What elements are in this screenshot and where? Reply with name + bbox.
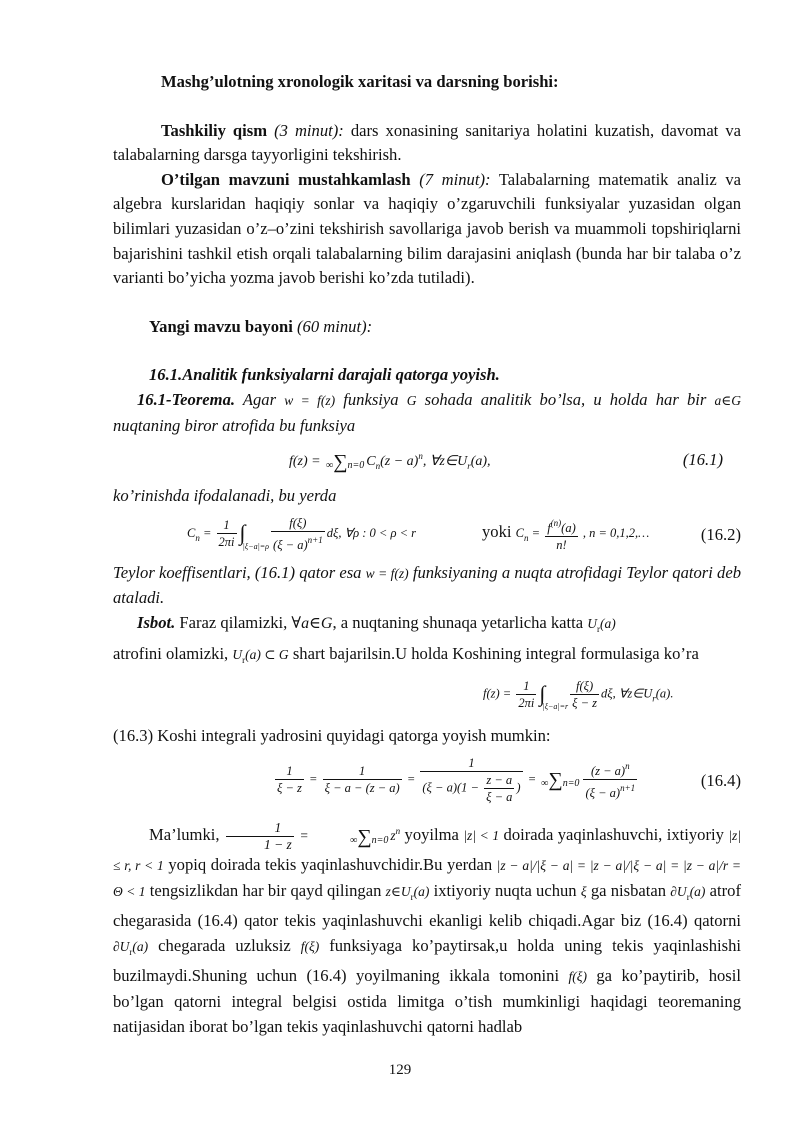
sum-symbol: ∞∑n=0 [326, 450, 365, 473]
frac-den: ξ − a [486, 789, 513, 804]
yangi-paragraph [113, 315, 741, 340]
math-a: (a) [600, 615, 616, 631]
frac-num [583, 758, 637, 780]
eq-text: . [670, 686, 674, 701]
eq-text: (z − a) [380, 454, 419, 470]
malumki-text: yopiq doirada tekis yaqinlashuvchidir.Bu yerdan [163, 855, 497, 875]
math-a: (a) [689, 883, 706, 899]
eq-sup: n+1 [307, 534, 323, 545]
frac-num: 1 [420, 755, 522, 772]
math-z-in-U: z∈U [385, 883, 411, 899]
mustahkamlash-paragraph [113, 168, 741, 291]
eq-text: C [515, 525, 524, 540]
malumki-text: chegarada uzluksiz [148, 935, 301, 955]
eq-text: = [528, 525, 544, 540]
fraction [516, 678, 536, 711]
fraction [217, 517, 237, 550]
mustahkamlash-time: (7 minut): [419, 169, 491, 189]
sum-top: ∞ [541, 777, 549, 789]
mustahkamlash-title: O’tilgan mavzuni mustahkamlash [161, 169, 411, 189]
after-16-1-text: ko’rinishda ifodalanadi, bu yerda [113, 486, 337, 506]
fraction [275, 763, 304, 796]
math-subset-G: (a) ⊂ G [245, 646, 289, 662]
eq-sub: r [242, 654, 246, 665]
malumki-text: funksiyaga ko’paytirsak,u holda uning tekis yaqinlashishi buzilmaydi.Shuning uchun (16.4) yoyilmaning ikkala tomonini [113, 935, 741, 986]
fraction [226, 820, 294, 853]
frac-num: 1 [275, 763, 304, 780]
fraction [583, 758, 637, 801]
sum-symbol: ∞∑n=0 [541, 768, 580, 791]
malumki-text: ga nisbatan [586, 880, 671, 900]
malumki-text: yoyilma [400, 824, 464, 844]
malumki-text: Ma’lumki, [149, 824, 224, 844]
fraction [484, 772, 514, 805]
page-heading: Mashg’ulotning xronologik xaritasi va darsning borishi: [161, 72, 559, 91]
frac-den: 2πi [518, 696, 535, 711]
page-number: 129 [388, 1062, 412, 1078]
frac-num: 1 [323, 763, 402, 780]
sum-top: ∞ [350, 834, 358, 846]
eq-text: (a) [561, 520, 576, 535]
yangi-time: (60 minut): [297, 316, 373, 336]
teylor-text: funksiyaning a nuqta atrofidagi Teylor qatori deb ataladi. [113, 562, 741, 608]
eq-text: , n = 0,1,2,… [579, 525, 650, 540]
malumki-text: ga ko’paytirib, hosil bo’lgan qatorni integral belgisi ostida limitga o’tish mumkinligi haqidagi teoremaning natijasidan iborat bo’lgan tekis yaqinlashuvchi qatorni hadlab [113, 966, 741, 1036]
eq-sup: n [625, 761, 630, 772]
equation-number: (16.1) [682, 450, 723, 470]
yangi-title: Yangi mavzu bayoni [149, 316, 293, 336]
teylor-text: Teylor koeffisentlari, (16.1) qator esa [113, 562, 366, 582]
sum-top: ∞ [326, 459, 334, 471]
isbot-text: shart bajarilsin.U holda Koshining integral formulasiga ko’ra [288, 643, 699, 663]
eq-text: (ξ − a) [585, 786, 621, 801]
fraction [545, 515, 578, 553]
math-boundary-U: ∂U [670, 883, 687, 899]
tashkiliy-paragraph [113, 119, 741, 168]
integral-symbol: ∫ [539, 681, 546, 707]
sum-bottom: n=0 [371, 834, 389, 846]
eq-text: C [366, 454, 376, 470]
math-a: (a) [413, 883, 430, 899]
frac-den: n! [556, 537, 567, 552]
math-f-xi: f(ξ) [568, 969, 587, 985]
math-f-xi: f(ξ) [300, 938, 320, 954]
malumki-text: ixtiyoriy nuqta uchun [429, 880, 581, 900]
theorem-label: 16.1-Teorema. [137, 389, 236, 409]
math-condition: |z| < 1 [463, 827, 500, 843]
math-U: U [232, 646, 243, 662]
eq-sub: r [652, 693, 656, 704]
eq-text: , ∀z∈U [422, 454, 468, 470]
fraction [323, 763, 402, 796]
equation-16-2 [113, 511, 741, 559]
frac-den [271, 532, 325, 553]
eq-text: (a), [470, 454, 491, 470]
isbot-text: Faraz qilamizki, [175, 612, 292, 632]
section-title: 16.1.Analitik funksiyalarni darajali qatorga yoyish. [149, 365, 500, 385]
malumki-text: tengsizlikdan har bir qayd qilingan [145, 880, 386, 900]
frac-num: f(ξ) [271, 515, 325, 532]
math-a: (a) [132, 938, 149, 954]
geometric-series: $\frac{1}{1 - z}$ = ∞∑n=0 $z^n$ [224, 828, 400, 843]
eq-text: f(z) = [289, 454, 325, 470]
eq-sup: n [395, 825, 401, 836]
malumki-text: doirada yaqinlashuvchi, ixtiyoriy [499, 824, 729, 844]
frac-num: 1 [516, 678, 536, 695]
mustahkamlash-text: Talabalarning matematik analiz va algebra kurslaridan haqiqiy sonlar va haqiqiy o’zgaruvchili funksiyalar yuzasidan olgan bilimlari yuzasidan o’z–o’zini tekshirish savollariga javob berish va muammoli topshiriqlarni bajarishini tashkil etish orqali talabalarning bilim darajasini aniqlash (bunda har bir talaba o’z varianti bo’yicha yozma javob berishi ko’zda tutiladi). [113, 169, 741, 288]
equation-16-3 [113, 674, 741, 722]
eq-text: dξ, ∀ρ : 0 < ρ < r [326, 525, 417, 540]
equation-number: (16.4) [700, 770, 741, 790]
frac-den: ξ − z [277, 781, 302, 796]
malumki-text: atrof chegarasida (16.4) qator tekis yaqinlashuvchi ekanligi kelib chiqadi.Agar biz (16.4) qatorni [113, 880, 741, 931]
frac-num: z − a [484, 772, 514, 789]
eq-text: (ξ − a) [273, 537, 308, 552]
theorem-text: funksiya [335, 389, 407, 409]
eq-text: f(z) = [483, 686, 515, 701]
frac-den: ξ − z [572, 696, 598, 711]
frac-num: 1 [217, 517, 237, 534]
math-a-in-G: a∈G [714, 392, 741, 408]
integral-sub: |ξ−a|=r [542, 702, 569, 712]
isbot-text: , a nuqtaning shunaqa yetarlicha katta [332, 612, 588, 632]
isbot-label: Isbot. [137, 612, 176, 632]
math-forall-a-in-G: ∀a∈G [291, 614, 333, 632]
sum-bottom: n=0 [347, 459, 365, 471]
math-U: U [587, 615, 598, 631]
eq-text: z [390, 827, 396, 843]
eq-sub: r [129, 946, 133, 957]
eq-text: C [187, 525, 196, 540]
eq-sub: r [467, 461, 471, 472]
integral-symbol: ∫ [239, 520, 246, 546]
frac-den: ξ − a − (z − a) [324, 781, 400, 796]
equation-16-1 [113, 440, 741, 482]
sum-symbol: ∞∑n=0 [350, 825, 389, 848]
math-xi: ξ [580, 883, 587, 899]
eq-sub: r [597, 623, 601, 634]
eq-sub: r [686, 891, 690, 902]
frac-den: 1 − z [263, 837, 292, 853]
fraction [570, 678, 599, 711]
theorem-text: Agar [235, 389, 285, 409]
eq-text: f [547, 520, 551, 535]
eq-sub: n [375, 461, 381, 472]
theorem-text: sohada analitik bo’lsa, u holda har bir [416, 389, 715, 409]
math-condition: |z| ≤ r, r < 1 [113, 827, 741, 874]
eq-sup: n [418, 451, 423, 462]
eq-text: (ξ − a) [422, 780, 458, 795]
math-w-fz: w = f(z) [284, 392, 336, 408]
eq-sup: n+1 [620, 783, 636, 794]
theorem-paragraph [113, 388, 741, 438]
isbot-text: atrofini olamizki, [113, 643, 233, 663]
eq-sub: n [524, 532, 529, 543]
frac-num [545, 515, 578, 537]
isbot-paragraph [113, 611, 741, 672]
eq-text: dξ, ∀z∈U [601, 686, 653, 701]
math-w-fz: w = f(z) [365, 565, 409, 581]
tashkiliy-text: dars xonasining sanitariya holatini kuzatish, davomat va talabalarning darsga tayyorligini tekshirish. [113, 120, 741, 165]
tashkiliy-time: (3 minut): [274, 120, 344, 140]
page-content [113, 70, 741, 1039]
sum-bottom: n=0 [562, 777, 580, 789]
eq-sub: n [195, 532, 200, 543]
fraction [420, 755, 522, 805]
equation-number: (16.2) [700, 524, 741, 544]
frac-den: 2πi [218, 535, 235, 550]
integral-sub: |ξ−a|=ρ [242, 541, 270, 551]
theorem-text: nuqtaning biror atrofida bu funksiya [113, 415, 356, 435]
eq-sub: r [410, 891, 414, 902]
eq-text: (a) [655, 686, 671, 701]
eq-text: (z − a) [590, 764, 626, 779]
malumki-paragraph [113, 819, 741, 1040]
equation-16-4: $\frac{1}{\xi - z}$ = $\frac{1}{\xi - a - (z - a)}$ = 1 (ξ − a)(1 − $\frac{z - a}{\xi - a}$ ) = ∞∑n=0 $\frac{(z - a)^n}{(\xi - a)^{n+1}}$ (16.4) [277, 755, 741, 804]
fraction [271, 515, 325, 553]
frac-num: f(ξ) [570, 678, 599, 695]
frac-den: (ξ − a)(1 − $\frac{z - a}{\xi - a}$ ) [422, 772, 521, 804]
frac-num: 1 [226, 820, 294, 837]
math-G: G [406, 392, 417, 408]
yoki-text: yoki [482, 521, 516, 541]
frac-den [583, 780, 637, 801]
teylor-paragraph [113, 561, 741, 611]
math-boundary-U: ∂U [113, 938, 130, 954]
eq-sup: (n) [550, 517, 562, 528]
eq-text: = [199, 525, 215, 540]
koshi-line: (16.3) Koshi integrali yadrosini quyidagi qatorga yoyish mumkin: [113, 726, 551, 746]
math-inequality: |z − a|/|ξ − a| = |z − a|/|ξ − a| = |z − a|/r = Θ < 1 [113, 858, 741, 899]
tashkiliy-title: Tashkiliy qism [161, 120, 268, 140]
